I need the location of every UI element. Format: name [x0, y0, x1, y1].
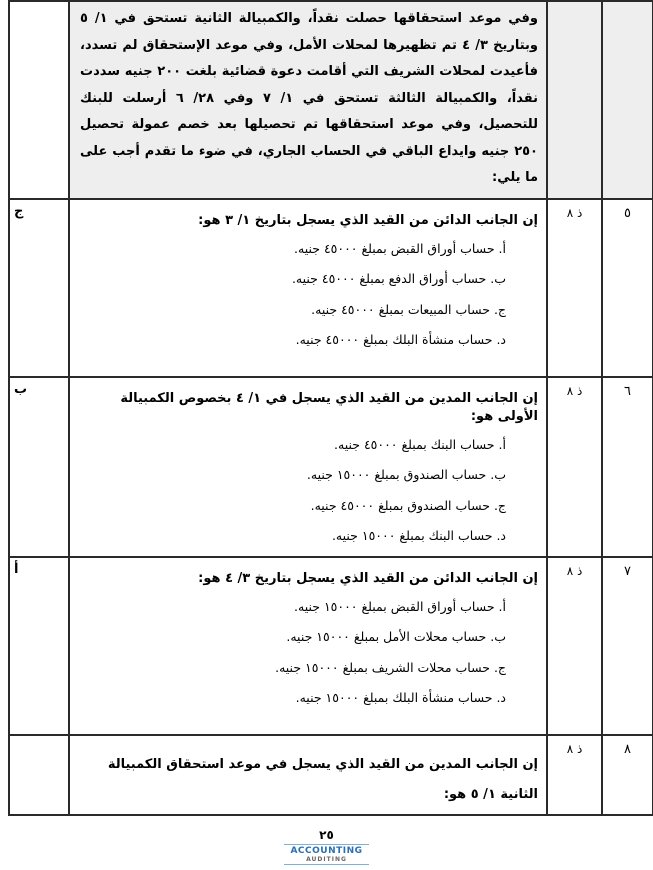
question-text: إن الجانب الدائن من القيد الذي يسجل بتاريخ ١/ ٣ هو: — [198, 212, 538, 228]
question-row-6 — [9, 377, 653, 557]
option-item: ب.حساب أوراق الدفع بمبلغ ٤٥٠٠٠ جنيه. — [291, 271, 506, 286]
accounting-logo — [284, 844, 368, 865]
page-footer — [0, 828, 653, 865]
intro-paragraph: وفي موعد استحقاقها حصلت نقداً، والكمبيالة الثانية تستحق في ١/ ٥ وبتاريخ ٣/ ٤ تم تظهيرها لمحلات الأمل، وفي موعد الإستحقاق لم تسدد، فأعيدت لمحلات الشريف التي أقامت دعوة قضائية بلغت ٢٠٠ جنيه سددت نقداً، والكمبيالة الثالثة تستحق في ١/ ٧ وفي ٢٨/ ٦ أرسلت للبنك للتحصيل، وفي موعد استحقاقها تم تحصيلها بعد خصم عمولة تحصيل ٢٥٠ جنيه وايداع الباقي في الحساب الجاري، في ضوء ما تقدم أجب على ما يلي: — [80, 11, 538, 185]
question-body — [69, 199, 547, 377]
level-tag: ذ ٨ — [547, 377, 602, 557]
option-item: ج.حساب المبيعات بمبلغ ٤٥٠٠٠ جنيه. — [311, 301, 506, 317]
level-tag: ذ ٨ — [547, 735, 602, 815]
option-item: ج.حساب محلات الشريف بمبلغ ١٥٠٠٠ جنيه. — [275, 659, 506, 675]
answer-key: ج — [9, 199, 69, 377]
level-tag: ذ ٨ — [547, 557, 602, 735]
option-item: ب.حساب الصندوق بمبلغ ١٥٠٠٠ جنيه. — [306, 467, 506, 482]
question-text: إن الجانب المدين من القيد الذي يسجل في ١/ ٤ بخصوص الكمبيالة الأولى هو: — [120, 390, 538, 424]
option-item: د.حساب منشأة البلك بمبلغ ٤٥٠٠٠ جنيه. — [295, 332, 506, 347]
option-item: أ.حساب أوراق القبض بمبلغ ١٥٠٠٠ جنيه. — [294, 598, 506, 614]
number-cell-empty — [602, 1, 653, 199]
question-number: ٧ — [602, 557, 653, 735]
questions-table — [8, 0, 653, 816]
option-item: أ.حساب أوراق القبض بمبلغ ٤٥٠٠٠ جنيه. — [294, 240, 506, 256]
intro-row — [9, 1, 653, 199]
question-number: ٨ — [602, 735, 653, 815]
intro-cell — [69, 1, 547, 199]
question-number: ٦ — [602, 377, 653, 557]
answer-key: ب — [9, 377, 69, 557]
question-row-7 — [9, 557, 653, 735]
question-body — [69, 735, 547, 815]
options-list — [70, 430, 546, 552]
option-item: ج.حساب الصندوق بمبلغ ٤٥٠٠٠ جنيه. — [310, 497, 506, 513]
answer-cell-empty — [9, 1, 69, 199]
logo-text: ACCOUNTING — [290, 846, 363, 856]
option-item: د.حساب البنك بمبلغ ١٥٠٠٠ جنيه. — [331, 528, 506, 543]
logo-subtext: AUDITING — [306, 856, 347, 863]
option-item: د.حساب منشأة البلك بمبلغ ١٥٠٠٠ جنيه. — [295, 690, 506, 705]
question-text: إن الجانب المدين من القيد الذي يسجل في موعد استحقاق الكمبيالة الثانية ١/ ٥ هو: — [107, 756, 538, 802]
answer-key: أ — [9, 557, 69, 735]
level-tag: ذ ٨ — [547, 199, 602, 377]
question-body — [69, 557, 547, 735]
question-row-8 — [9, 735, 653, 815]
question-text: إن الجانب الدائن من القيد الذي يسجل بتاريخ ٣/ ٤ هو: — [198, 570, 538, 586]
question-number: ٥ — [602, 199, 653, 377]
level-cell-empty — [547, 1, 602, 199]
options-list — [70, 234, 546, 356]
option-item: أ.حساب البنك بمبلغ ٤٥٠٠٠ جنيه. — [334, 436, 506, 452]
question-body — [69, 377, 547, 557]
option-item: ب.حساب محلات الأمل بمبلغ ١٥٠٠٠ جنيه. — [286, 629, 506, 644]
page-number: ٢٥ — [319, 828, 334, 842]
question-row-5 — [9, 199, 653, 377]
options-list — [70, 592, 546, 714]
answer-key — [9, 735, 69, 815]
